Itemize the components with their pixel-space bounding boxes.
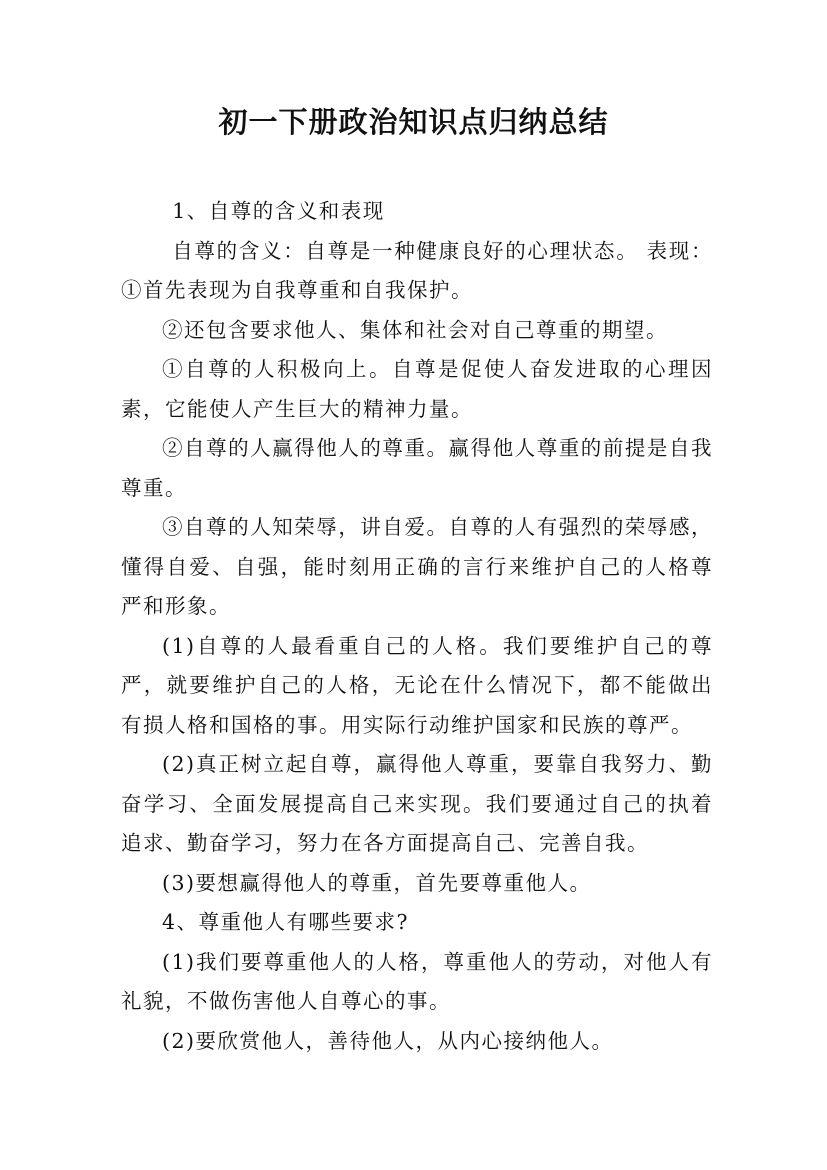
- paragraph-win-respect: ②自尊的人赢得他人的尊重。赢得他人尊重的前提是自我尊重。: [121, 436, 713, 500]
- paragraph-requirement-2: (2)要欣赏他人，善待他人，从内心接纳他人。: [162, 1028, 614, 1053]
- paragraph-expectation: ②还包含要求他人、集体和社会对自己尊重的期望。: [162, 317, 668, 342]
- paragraph-honor: ③自尊的人知荣辱，讲自爱。自尊的人有强烈的荣辱感，懂得自爱、自强，能时刻用正确的言行来维护自己的人格尊严和形象。: [121, 515, 713, 618]
- paragraph-point-1: (1)自尊的人最看重自己的人格。我们要维护自己的尊严，就要维护自己的人格，无论在什么情况下，都不能做出有损人格和国格的事。用实际行动维护国家和民族的尊严。: [121, 633, 713, 737]
- paragraph-point-3: (3)要想赢得他人的尊重，首先要尊重他人。: [162, 870, 592, 895]
- paragraph-heading-respect-others: 4、尊重他人有哪些要求?: [162, 910, 410, 934]
- document-body: [121, 192, 713, 1061]
- paragraph-heading-self-respect: 1、自尊的含义和表现: [172, 199, 385, 223]
- paragraph-self-respect-meaning: 自尊的含义：自尊是一种健康良好的心理状态。 表现：①首先表现为自我尊重和自我保护。: [121, 238, 713, 302]
- paragraph-requirement-1: (1)我们要尊重他人的人格，尊重他人的劳动，对他人有礼貌，不做伤害他人自尊心的事。: [121, 949, 713, 1013]
- paragraph-positive: ①自尊的人积极向上。自尊是促使人奋发进取的心理因素，它能使人产生巨大的精神力量。: [121, 357, 713, 421]
- paragraph-point-2: (2)真正树立起自尊，赢得他人尊重，要靠自我努力、勤奋学习、全面发展提高自己来实现。我们要通过自己的执着追求、勤奋学习，努力在各方面提高自己、完善自我。: [121, 752, 713, 855]
- document-title: 初一下册政治知识点归纳总结: [218, 105, 609, 139]
